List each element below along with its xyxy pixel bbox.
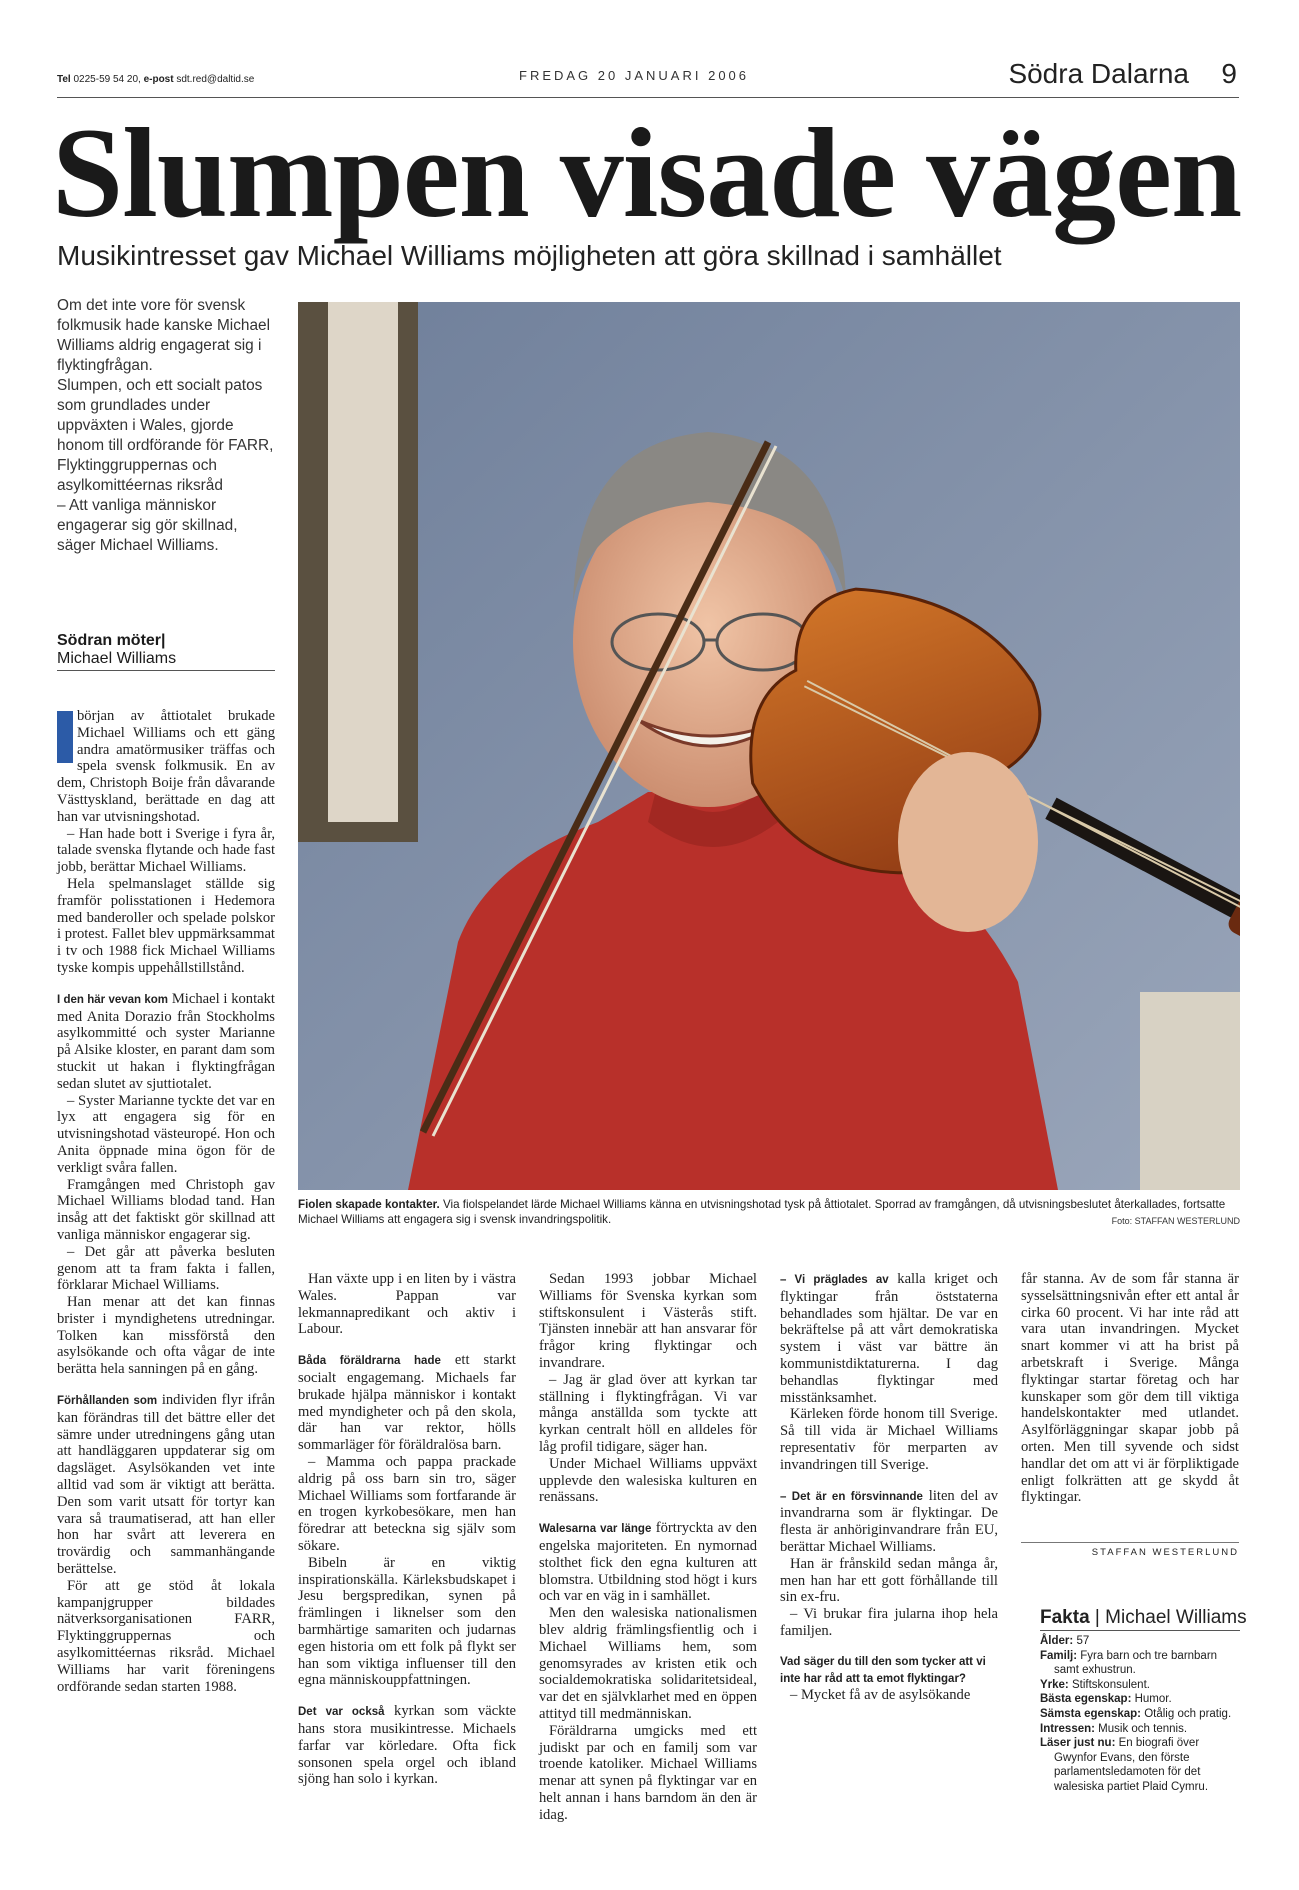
caption-text: Via fiolspelandet lärde Michael Williams känna en utvisningshotad tysk på åttiotalet. Sporrad av framgången, då utvisningsbeslutet återkallades, fortsatte Michael Williams att engagera sig i svensk invandringspolitik.	[298, 1198, 1226, 1226]
series-subject: Michael Williams	[57, 650, 177, 667]
body-paragraph	[57, 1392, 275, 1578]
email-label: e-post	[143, 74, 174, 85]
fact-row	[1040, 1649, 1240, 1678]
fact-row	[1040, 1692, 1240, 1707]
subheading-lead: Det var också	[298, 1706, 385, 1719]
article-column-4	[780, 1271, 998, 1704]
article-column-1	[57, 708, 275, 1695]
body-paragraph: Han menar att det kan finnas brister i myndighetens utredningar. Tolken kan missförstå den asylsökande och ofta vågar de inte berätta hela sanningen på en gång.	[57, 1294, 275, 1378]
fact-value: Fyra barn och tre barnbarn samt exhustrun.	[1054, 1649, 1218, 1677]
fact-value: En biografi över Gwynfor Evans, den förste parlamentsledamoten för det walesiska partiet Plaid Cymru.	[1054, 1737, 1209, 1793]
body-text: kyrkan som väckte hans stora musikintresse. Michaels farfar var körledare. Ofta fick sonsonen spela orgel och ibland sjöng han solo i kyrkan.	[298, 1703, 517, 1788]
article-column-2	[298, 1271, 516, 1788]
dropcap-i	[57, 711, 73, 763]
tel-number: 0225-59 54 20,	[73, 74, 141, 85]
byline: STAFFAN WESTERLUND	[1021, 1542, 1239, 1558]
fact-value: Musik och tennis.	[1098, 1722, 1188, 1735]
page-header	[57, 58, 1239, 98]
intro-paragraph: Slumpen, och ett socialt patos som grundlades under uppväxten i Wales, gjorde honom till ordförande för FARR, Flyktinggruppernas och asylkomittéernas riksråd	[57, 377, 274, 494]
subheading-lead: Förhållanden som	[57, 1395, 158, 1408]
email-address[interactable]: sdt.red@daltid.se	[176, 74, 255, 85]
body-paragraph	[780, 1271, 998, 1406]
fact-key: Yrke:	[1040, 1678, 1069, 1691]
fact-row	[1040, 1707, 1240, 1722]
caption-lead: Fiolen skapade kontakter.	[298, 1198, 440, 1211]
body-paragraph	[57, 991, 275, 1093]
body-paragraph: början av åttiotalet brukade Michael Williams och ett gäng andra amatörmusiker träffas och spela svensk folkmusik. En av dem, Christoph Boije från dåvarande Västtyskland, berättade en dag att han var utvisningshotad.	[57, 708, 275, 825]
subheading-lead: Walesarna var länge	[539, 1523, 652, 1536]
intro-paragraph: – Att vanliga människor engagerar sig gör skillnad, säger Michael Williams.	[57, 497, 238, 554]
fact-box-name: Michael Williams	[1105, 1607, 1247, 1628]
subheading-lead: Båda föräldrarna hade	[298, 1355, 441, 1368]
fact-key: Intressen:	[1040, 1722, 1095, 1735]
body-paragraph: Han är frånskild sedan många år, men han har ett gott förhållande till sin ex-fru.	[780, 1555, 998, 1606]
dateline: FREDAG 20 JANUARI 2006	[519, 68, 750, 83]
fact-row	[1040, 1736, 1240, 1794]
photo-caption	[298, 1197, 1240, 1227]
article-column-3	[539, 1271, 757, 1824]
fact-value: 57	[1076, 1635, 1090, 1647]
fact-key: Bästa egenskap:	[1040, 1693, 1132, 1706]
tel-label: Tel	[57, 74, 71, 85]
body-paragraph: Han växte upp i en liten by i västra Wales. Pappan var lekmannapredikant och aktiv i Labour.	[298, 1271, 516, 1338]
section-name: Södra Dalarna	[1008, 58, 1189, 89]
fact-box-label: Fakta	[1040, 1607, 1090, 1628]
body-paragraph	[539, 1520, 757, 1605]
fact-row	[1040, 1678, 1240, 1693]
article-column-5	[1021, 1271, 1239, 1506]
body-paragraph: Kärleken förde honom till Sverige. Så till vida är Michael Williams representativ för merparten av invandringen till Sverige.	[780, 1406, 998, 1473]
photo-credit: Foto: STAFFAN WESTERLUND	[1111, 1216, 1240, 1226]
body-text: ett starkt socialt engagemang. Michaels far brukade hjälpa människor i kontakt med myndigheter och på den skola, där han var rektor, hölls sommarläger för föräldralösa barn.	[298, 1352, 516, 1454]
body-paragraph: Framgången med Christoph gav Michael Williams blodad tand. Han insåg att det faktiskt gör skillnad att vanliga människor engagerar sig.	[57, 1176, 275, 1243]
fact-key: Sämsta egenskap:	[1040, 1707, 1141, 1720]
intro-text	[57, 296, 277, 556]
fact-box-header: Fakta | Michael Williams	[1040, 1606, 1240, 1631]
body-paragraph: – Jag är glad över att kyrkan tar ställning i flyktingfrågan. Vi var många anställda som tyckte att kyrkan centralt höll en alldeles för låg profil tidigare, säger han.	[539, 1371, 757, 1455]
body-paragraph: – Det går att påverka besluten genom att ta fram fakta i fallen, förklarar Michael Williams.	[57, 1243, 275, 1294]
subheading-lead: – Det är en försvinnande	[780, 1490, 923, 1503]
body-text: förtryckta av den engelska majoriteten. En nymornad stolthet fick den egna kulturen att blomstra. Utbildning stod högt i kurs och var en väg in i samhället.	[539, 1520, 757, 1605]
interview-question	[780, 1654, 998, 1688]
fact-key: Läser just nu:	[1040, 1737, 1116, 1750]
fact-value: Humor.	[1134, 1693, 1172, 1706]
fact-key: Familj:	[1040, 1649, 1078, 1662]
page-number: 9	[1221, 58, 1237, 89]
fact-value: Otålig och pratig.	[1144, 1707, 1232, 1720]
body-paragraph: – Han hade bott i Sverige i fyra år, talade svenska flytande och hade fast jobb, berättar Michael Williams.	[57, 825, 275, 876]
body-paragraph: Sedan 1993 jobbar Michael Williams för Svenska kyrkan som stiftskonsulent i Västerås stift. Tjänsten innebär att han ansvarar för frågor kring flyktingar och invandrare.	[539, 1271, 757, 1371]
subheadline: Musikintresset gav Michael Williams möjligheten att göra skillnad i samhället	[57, 240, 1002, 271]
headline: Slumpen visade vägen	[52, 102, 1242, 244]
series-title: Södran möter|	[57, 632, 166, 649]
series-label	[57, 632, 275, 671]
photo-illustration	[298, 302, 1240, 1190]
fact-row	[1040, 1634, 1240, 1649]
body-paragraph: Hela spelmanslaget ställde sig framför polisstationen i Hedemora med banderoller och spelade polskor i protest. Fallet blev uppmärksammat i tv och 1988 fick Michael Williams tyske kompis uppehållstillstånd.	[57, 875, 275, 976]
body-text: liten del av invandrarna som är flyktingar. De flesta är anhöriginvandrare från EU, berättar Michael Williams.	[780, 1487, 998, 1555]
subheading-lead: I den här vevan kom	[57, 993, 169, 1006]
body-paragraph: Men den walesiska nationalismen blev aldrig främlingsfientlig och i Michael Williams hem, som genomsyrades av kristen etik och socialdemokratiska solidaritetsideal, var det en självklarhet med en öppen attityd till medmänniskan.	[539, 1605, 757, 1722]
body-paragraph: För att ge stöd åt lokala kampanjgrupper bildades nätverksorganisationen FARR, Flyktinggruppernas och asylkomittéernas riksråd. Michael Williams har varit föreningens ordförande sedan starten 1988.	[57, 1577, 275, 1695]
contact-line	[57, 74, 254, 85]
fact-key: Ålder:	[1040, 1635, 1074, 1647]
body-paragraph: Föräldrarna umgicks med ett judiskt par och en familj som var troende katoliker. Michael Williams menar att synen på flyktingar var en helt annan i hans barndom än den är idag.	[539, 1722, 757, 1823]
body-text: kalla kriget och flyktingar från öststaterna behandlades som hjältar. De var en bekräftelse på att vårt demokratiska system i väst var bättre än kommunistdiktaturerna. I dag behandlas flyktingar med misstänksamhet.	[780, 1271, 998, 1406]
body-paragraph: får stanna. Av de som får stanna är sysselsättningsnivån efter ett antal år cirka 60 procent. Vi har inte råd att vara utan invandringen. Mycket snart kommer vi att ha brist på arbetskraft i Sverige. Många flyktingar startar företag och har kunskaper som gör dem till viktiga handelskontakter med utlandet. Asylförläggningar skapar jobb på orten. Men till syvende och sidst handlar det om att vi är förpliktigade enligt folkrätten att ge skydd åt flyktingar.	[1021, 1271, 1239, 1506]
fact-row	[1040, 1722, 1240, 1737]
body-text: individen flyr ifrån kan förändras till det bättre eller det sämre under utredningens gång utan att handläggaren uppdaterar sig om dagsläget. Asylsökanden vet inte alltid vad som är viktigt att berätta. Den som varit utsatt för tortyr kan vara så traumatiserad, att han eller hon har svårt att leverera en trovärdig och sammanhängande berättelse.	[57, 1392, 275, 1578]
fact-value: Stiftskonsulent.	[1071, 1678, 1150, 1691]
body-text: Michael i kontakt med Anita Dorazio från Stockholms asylkommitté och syster Marianne på Alsike kloster, en parant dam som stuckit ut hakan i flyktingfrågan sedan slutet av sjuttiotalet.	[57, 990, 275, 1092]
body-paragraph: – Syster Marianne tyckte det var en lyx att engagera sig för en utvisningshotad västeuropé. Hon och Anita öppnade mina ögon för de verkligt svåra fallen.	[57, 1092, 275, 1176]
body-paragraph: – Mycket få av de asylsökande	[790, 1687, 971, 1704]
body-paragraph	[298, 1352, 516, 1454]
portrait-photo	[298, 302, 1240, 1190]
body-paragraph: Under Michael Williams uppväxt upplevde den walesiska kulturen en renässans.	[539, 1455, 757, 1506]
fact-box	[1040, 1606, 1247, 1795]
body-paragraph: – Mamma och pappa prackade aldrig på oss barn sin tro, säger Michael Williams som fortfarande är en trogen kyrkobesökare, men han föredrar att beteckna sig själv som sökare.	[298, 1453, 516, 1554]
question-text: Vad säger du till den som tycker att vi inte har råd att ta emot flyktingar?	[780, 1655, 986, 1685]
body-paragraph: – Vi brukar fira jularna ihop hela familjen.	[780, 1606, 998, 1639]
intro-paragraph: Om det inte vore för svensk folkmusik hade kanske Michael Williams aldrig engagerat sig i flyktingfrågan.	[57, 297, 271, 374]
body-paragraph	[780, 1488, 998, 1556]
body-paragraph: Bibeln är en viktig inspirationskälla. Kärleksbudskapet i Jesu bergspredikan, synen på främlingen i liknelser som den barmhärtige samariten och judarnas egen historia om ett folk på flykt ser han som viktiga influenser till den egna människouppfattningen.	[298, 1554, 516, 1689]
body-paragraph	[298, 1703, 516, 1788]
subheading-lead: – Vi präglades av	[780, 1274, 889, 1286]
